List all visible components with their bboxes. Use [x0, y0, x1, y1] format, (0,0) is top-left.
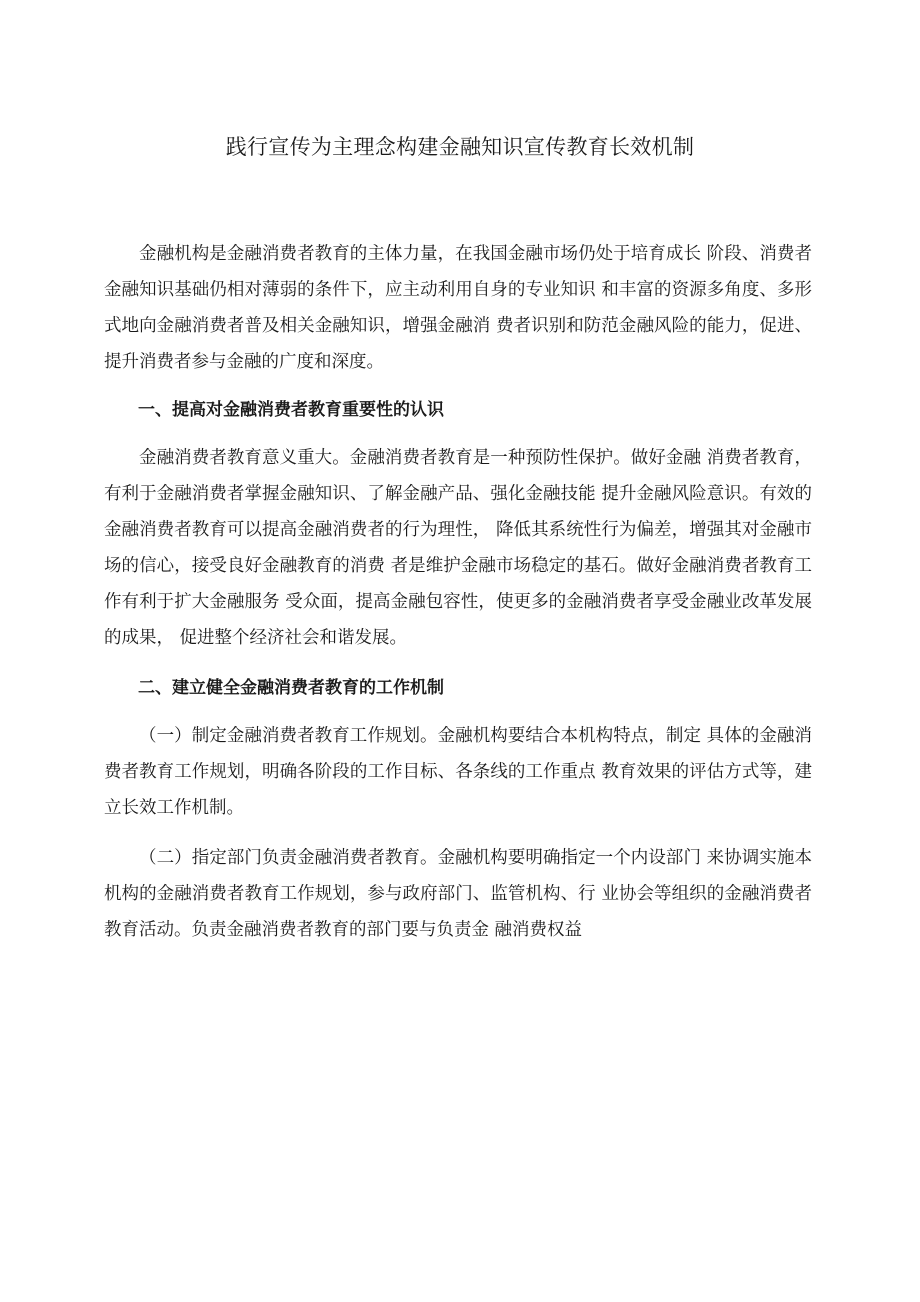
document-body [104, 236, 812, 948]
section-1-heading: 一、提高对金融消费者教育重要性的认识 [138, 400, 444, 420]
intro-paragraph: 金融机构是金融消费者教育的主体力量，在我国金融市场仍处于培育成长 阶段、消费者金融知识基础仍相对薄弱的条件下，应主动利用自身的专业知识 和丰富的资源多角度、多形式地向金融消费者普及相关金融知识，增强金融消 费者识别和防范金融风险的能力，促进、提升消费者参与金融的广度和深度。 [104, 244, 812, 372]
section-2-item-1: （一）制定金融消费者教育工作规划。金融机构要结合本机构特点，制定 具体的金融消费者教育工作规划，明确各阶段的工作目标、各条线的工作重点 教育效果的评估方式等，建立长效工作机制。 [104, 726, 812, 818]
section-2-item-2: （二）指定部门负责金融消费者教育。金融机构要明确指定一个内设部门 来协调实施本机构的金融消费者教育工作规划，参与政府部门、监管机构、行 业协会等组织的金融消费者教育活动。负责金融消费者教育的部门要与负责金 融消费权益 [104, 848, 812, 940]
section-1-paragraph: 金融消费者教育意义重大。金融消费者教育是一种预防性保护。做好金融 消费者教育，有利于金融消费者掌握金融知识、了解金融产品、强化金融技能 提升金融风险意识。有效的金融消费者教育可以提高金融消费者的行为理性， 降低其系统性行为偏差，增强其对金融市场的信心，接受良好金融教育的消费 者是维护金融市场稳定的基石。做好金融消费者教育工作有利于扩大金融服务 受众面，提高金融包容性，使更多的金融消费者享受金融业改革发展的成果， 促进整个经济社会和谐发展。 [104, 448, 812, 648]
section-2-heading: 二、建立健全金融消费者教育的工作机制 [138, 678, 444, 698]
document-title: 践行宣传为主理念构建金融知识宣传教育长效机制 [225, 135, 695, 159]
